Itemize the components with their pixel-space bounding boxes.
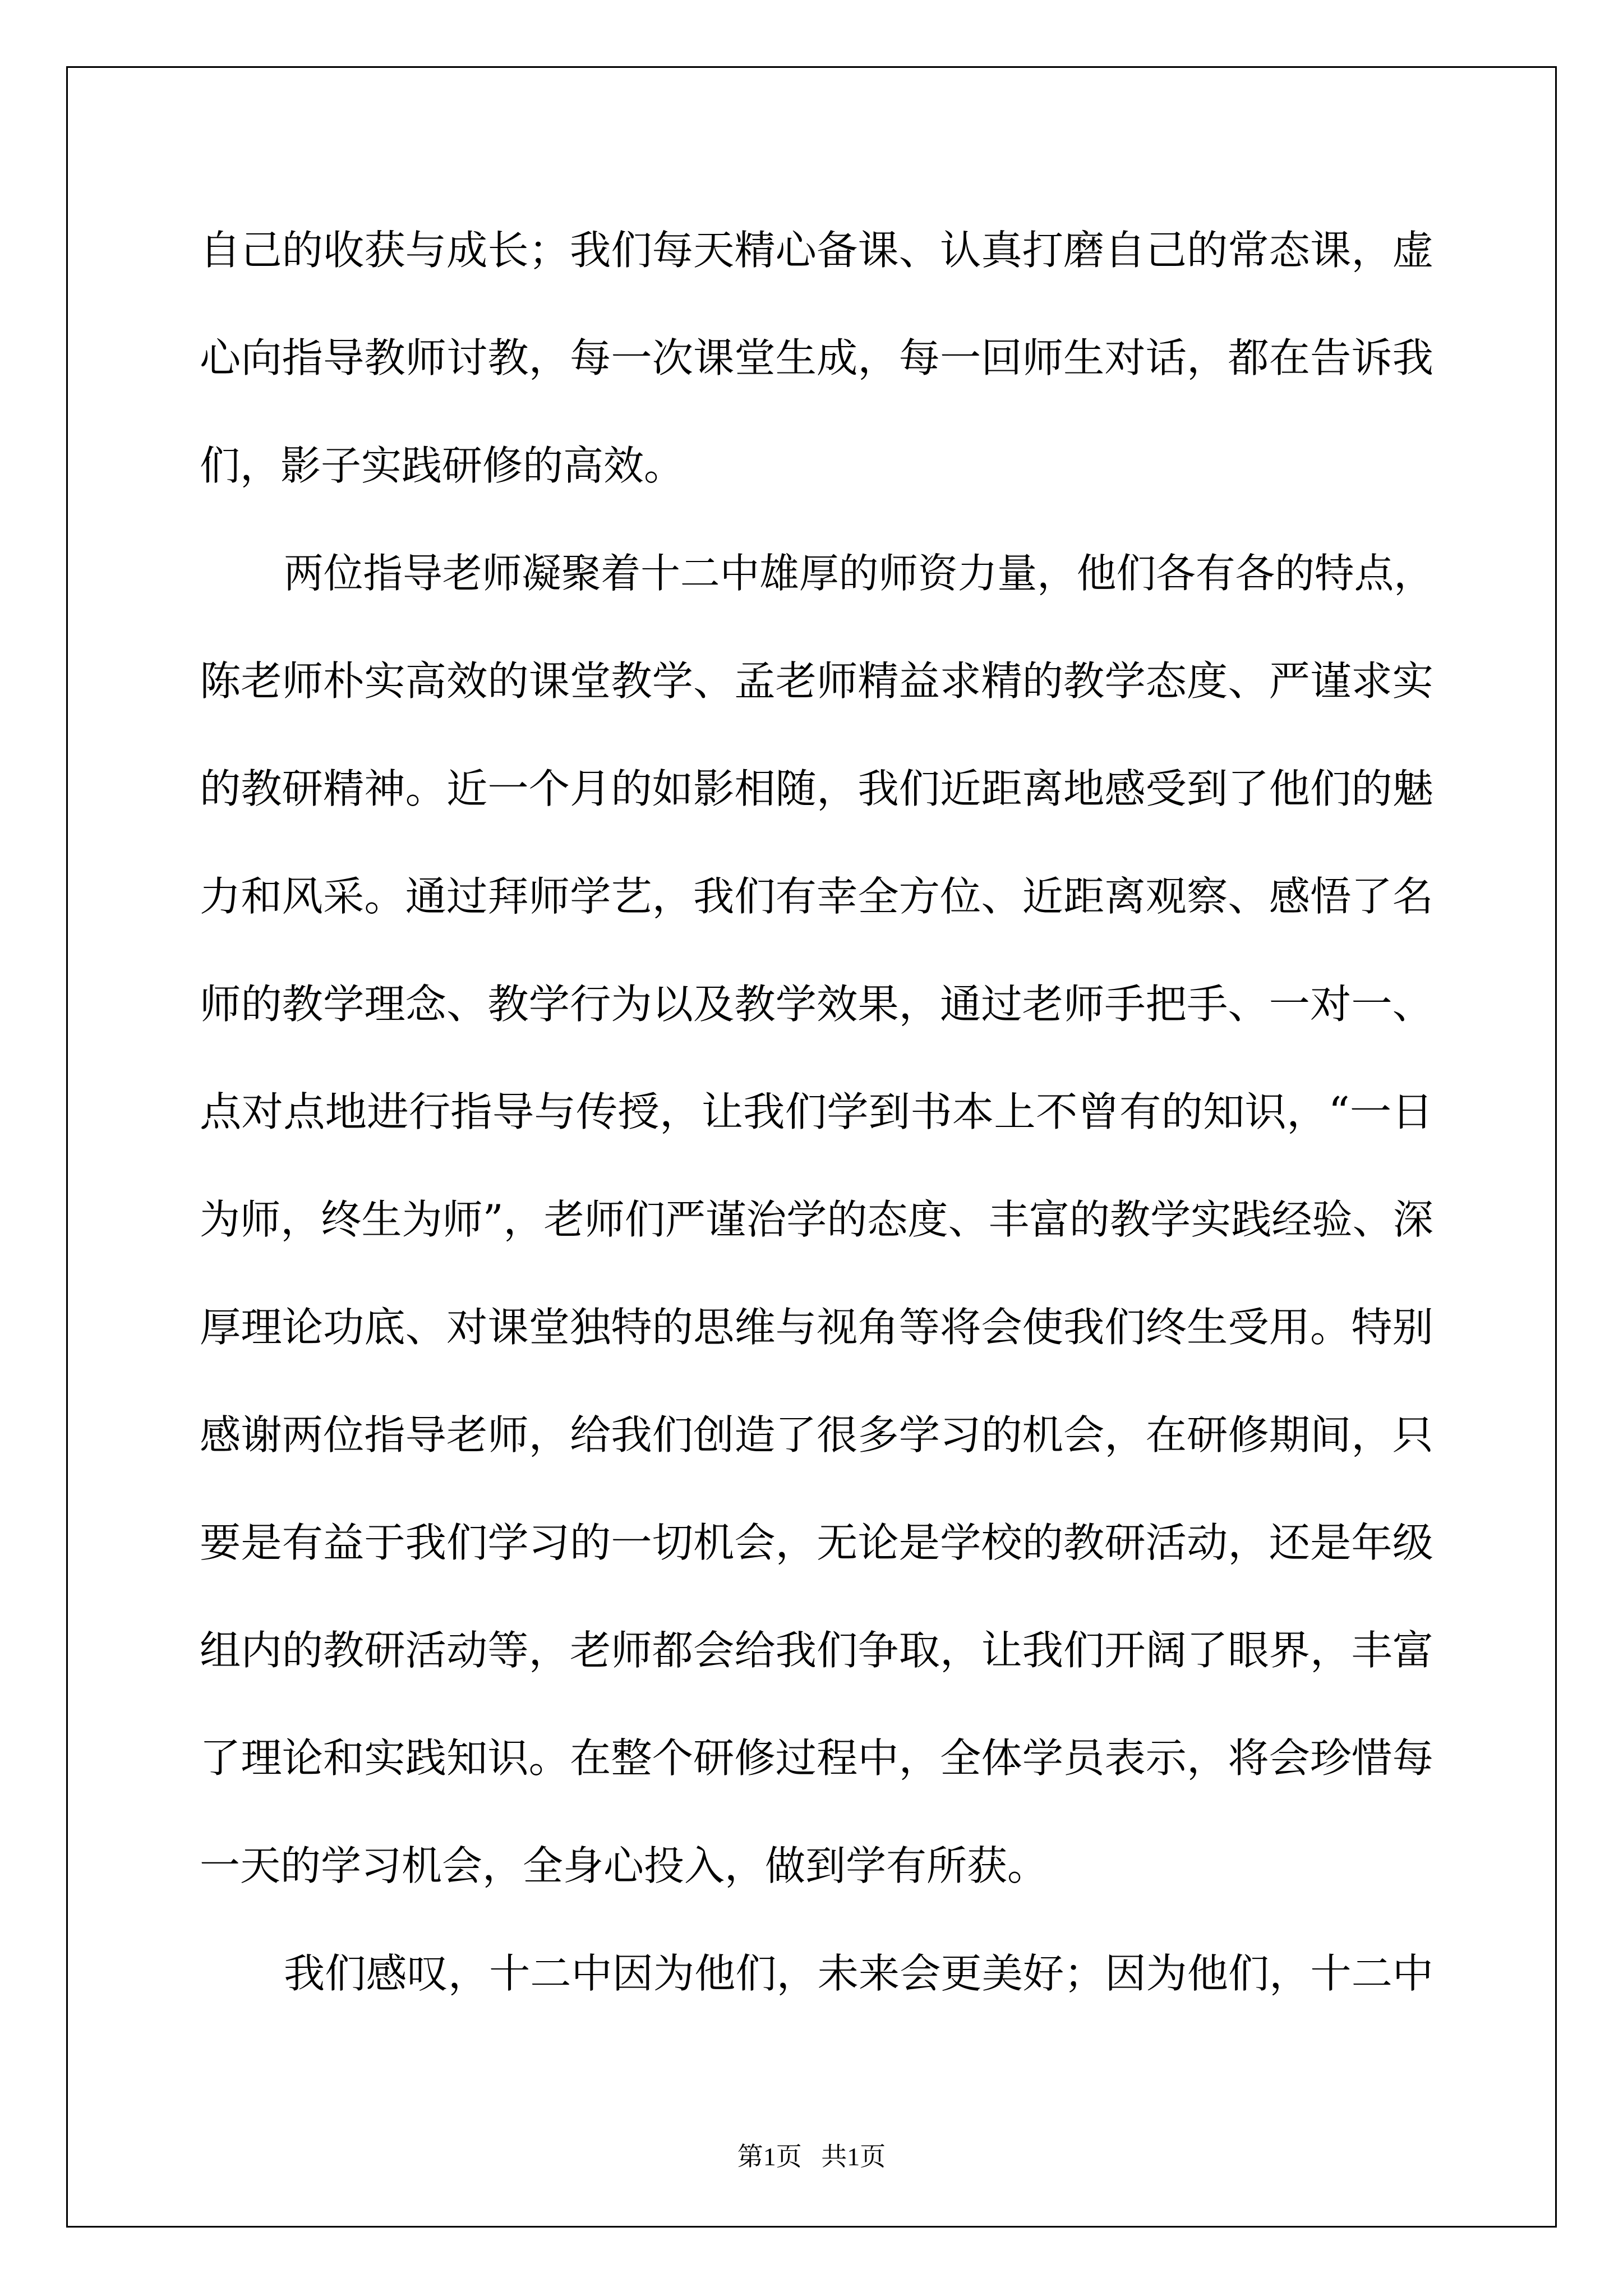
text-line: 点对点地进行指导与传授，让我们学到书本上不曾有的知识，“一日 <box>200 1088 1433 1135</box>
text-line: 的教研精神。近一个月的如影相随，我们近距离地感受到了他们的魅 <box>200 765 1434 812</box>
page-border <box>66 66 1557 2228</box>
text-line: 两位指导老师凝聚着十二中雄厚的师资力量，他们各有各的特点， <box>284 550 1434 597</box>
text-line: 心向指导教师讨教，每一次课堂生成，每一回师生对话，都在告诉我 <box>200 334 1434 381</box>
text-line: 师的教学理念、教学行为以及教学效果，通过老师手把手、一对一、 <box>200 981 1434 1028</box>
text-line: 一天的学习机会，全身心投入，做到学有所获。 <box>200 1842 1048 1889</box>
text-line: 们，影子实践研修的高效。 <box>200 442 685 489</box>
text-line: 组内的教研活动等，老师都会给我们争取，让我们开阔了眼界，丰富 <box>200 1627 1434 1674</box>
text-line: 厚理论功底、对课堂独特的思维与视角等将会使我们终生受用。特别 <box>200 1304 1434 1351</box>
text-line: 自己的收获与成长；我们每天精心备课、认真打磨自己的常态课，虚 <box>200 227 1434 274</box>
page-footer: 第1页 共1页 <box>737 2142 886 2171</box>
text-line: 感谢两位指导老师，给我们创造了很多学习的机会，在研修期间，只 <box>200 1411 1434 1458</box>
text-line: 我们感叹，十二中因为他们，未来会更美好；因为他们，十二中 <box>284 1950 1434 1997</box>
text-line: 为师，终生为师”，老师们严谨治学的态度、丰富的教学实践经验、深 <box>200 1196 1433 1243</box>
text-line: 陈老师朴实高效的课堂教学、孟老师精益求精的教学态度、严谨求实 <box>200 657 1434 705</box>
text-line: 了理论和实践知识。在整个研修过程中，全体学员表示，将会珍惜每 <box>200 1734 1434 1782</box>
text-line: 要是有益于我们学习的一切机会，无论是学校的教研活动，还是年级 <box>200 1519 1434 1566</box>
text-line: 力和风采。通过拜师学艺，我们有幸全方位、近距离观察、感悟了名 <box>200 873 1434 920</box>
